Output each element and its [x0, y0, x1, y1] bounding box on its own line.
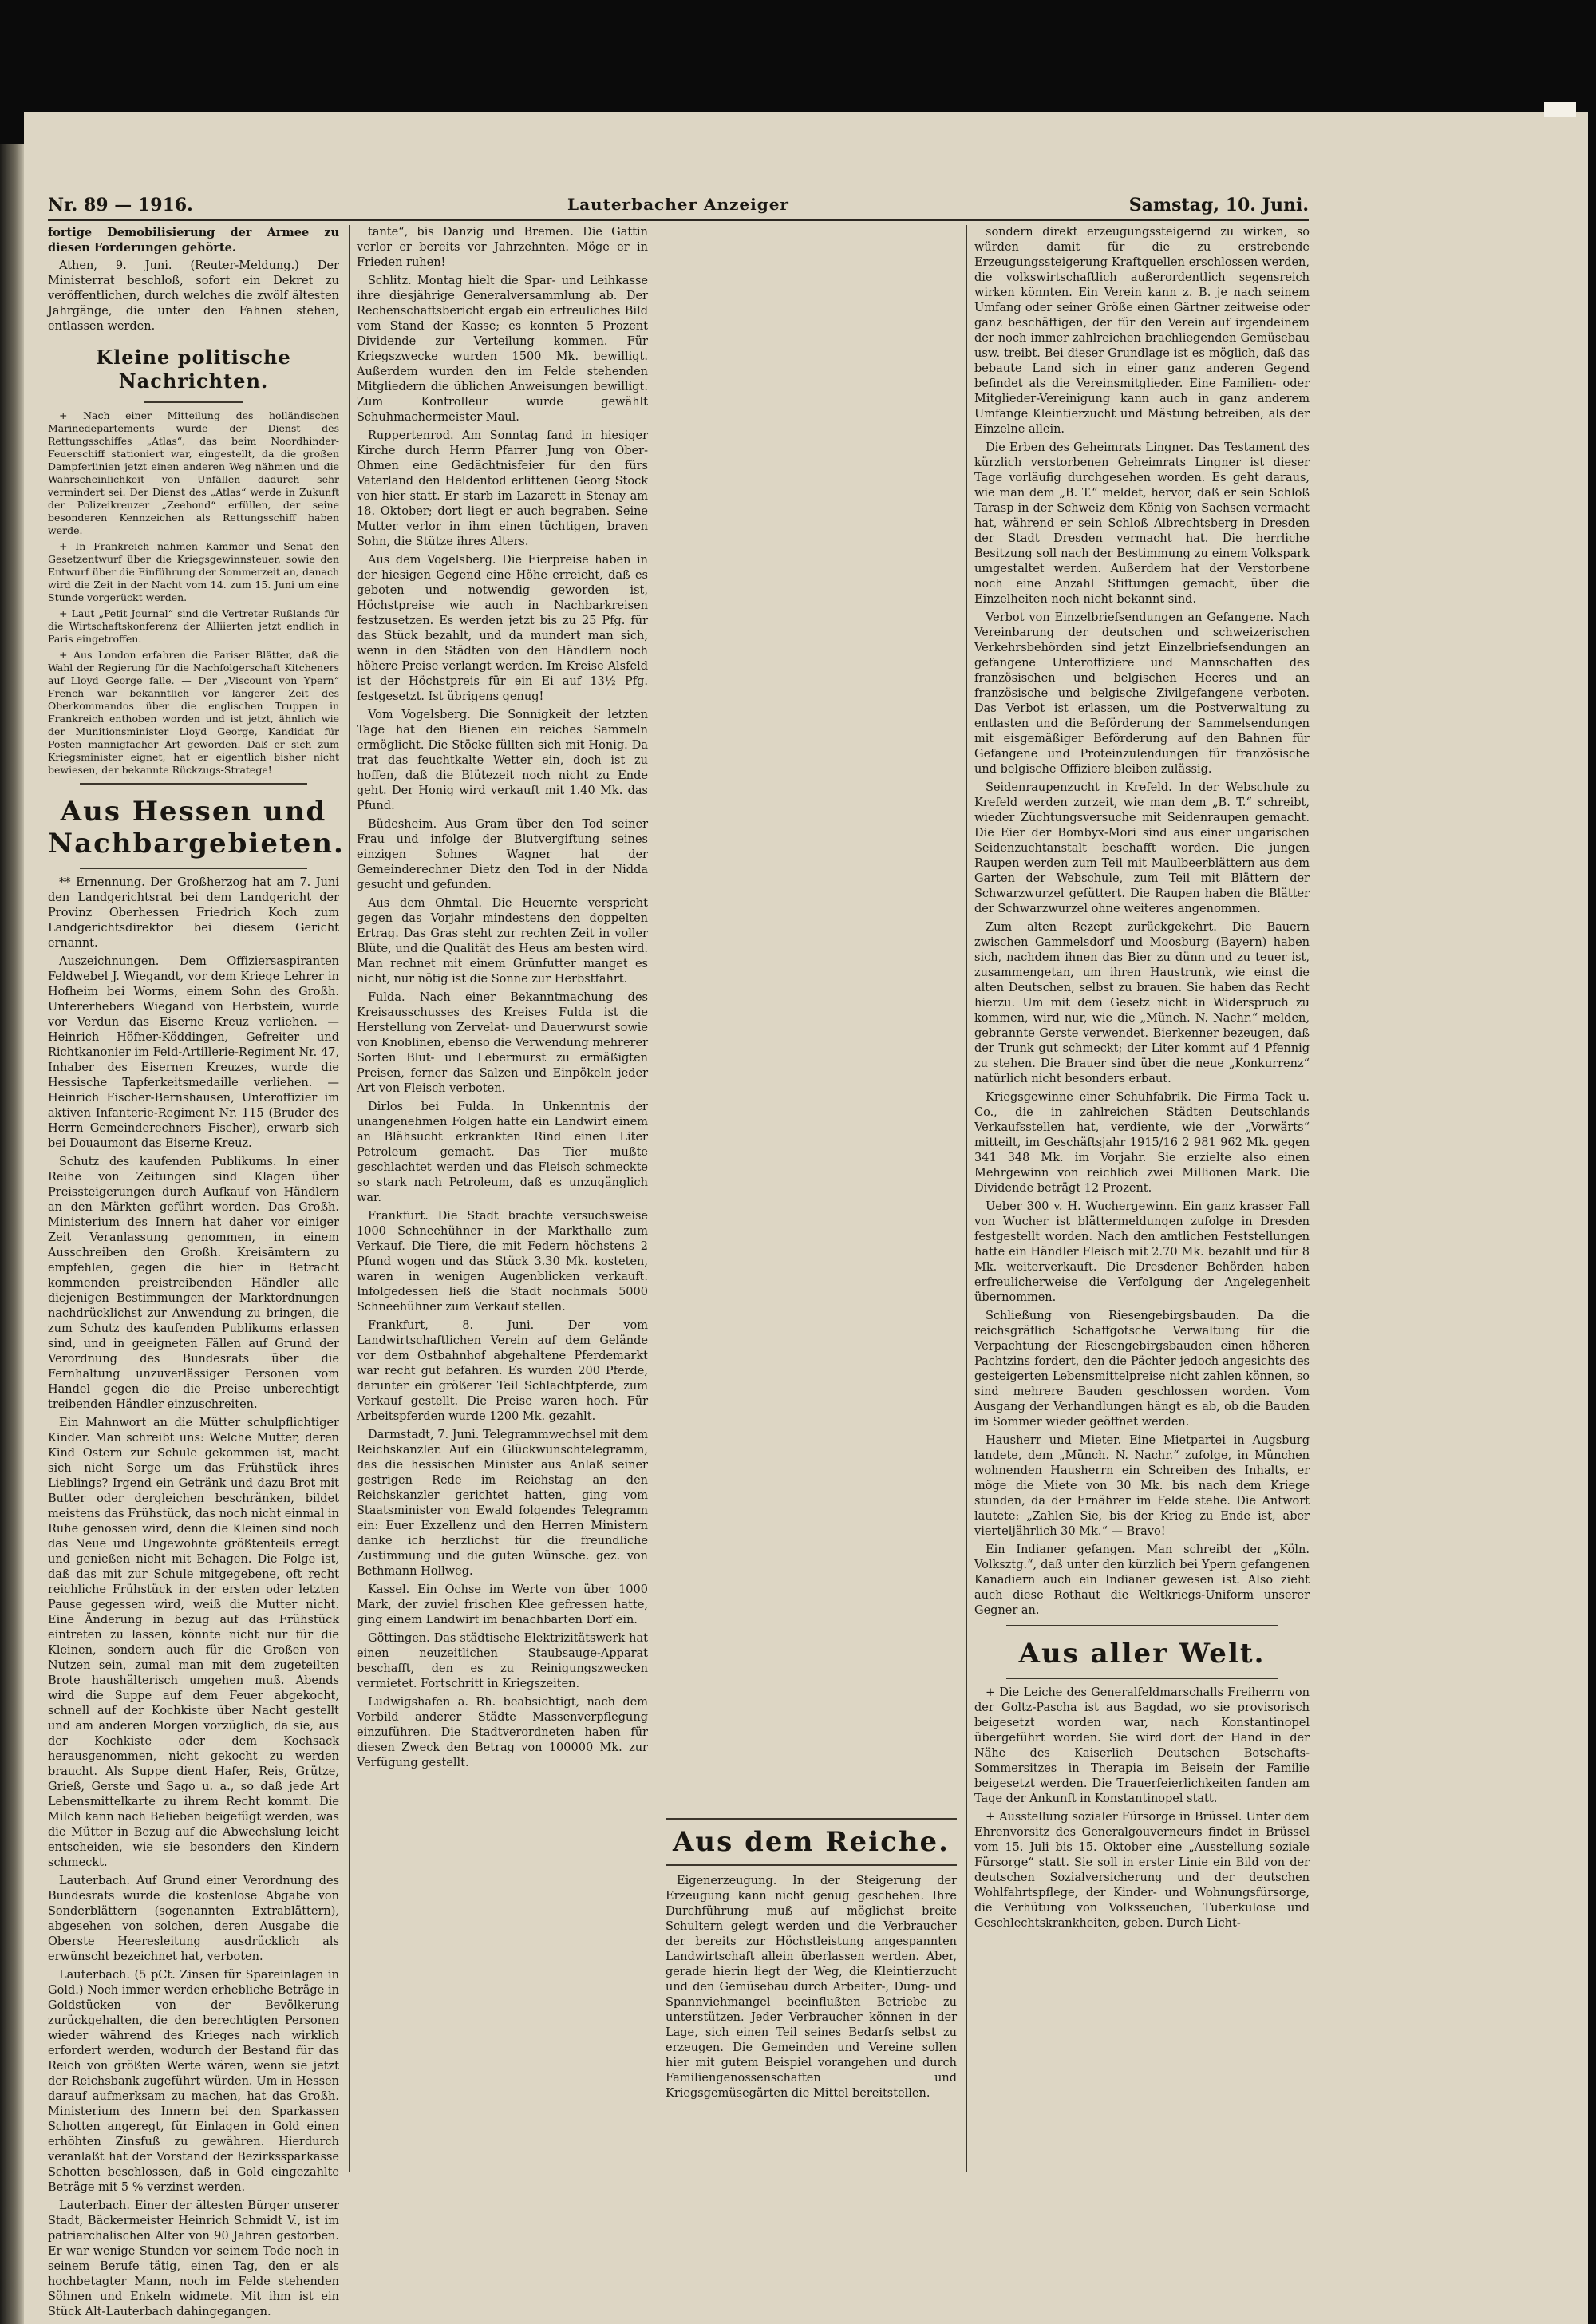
news-item: Frankfurt, 8. Juni. Der vom Landwirtschaftlichen Verein auf dem Gelände vor dem Ostbahnhof abgehaltene Pferdemarkt war recht gut befahren. Es wurden 200 Pferde, darunter ein größerer Teil Schlachtpferde, zum Verkauf gestellt. Die Preise waren hoch. Für Arbeitspferden wurde 1200 Mk. gezahlt. — [357, 1319, 648, 1423]
news-item: Vom Vogelsberg. Die Sonnigkeit der letzten Tage hat den Bienen ein reiches Sammeln ermöglicht. Die Stöcke füllten sich mit Honig. Da trat das feuchtkalte Wetter ein, doch ist zu hoffen, daß die Blütezeit noch nicht zu Ende geht. Der Honig wird verkauft mit 1.40 Mk. das Pfund. — [357, 709, 648, 812]
article-text: Athen, 9. Juni. (Reuter-Meldung.) Der Ministerrat beschloß, sofort ein Dekret zu veröffentlichen, durch welches die zwölf ältesten Jahrgänge, die unter den Fahnen stehen, entlassen werden. — [48, 259, 339, 333]
news-item: Ein Indianer gefangen. Man schreibt der „Köln. Volksztg.“, daß unter den kürzlich bei Ypern gefangenen Kanadiern auch ein Indianer gewesen ist. Also zieht auch diese Rothaut die Weltkriegs-Uniform unserer Gegner an. — [974, 1543, 1310, 1617]
section-heading: Kleine politische Nachrichten. — [96, 346, 291, 393]
news-item: Kassel. Ein Ochse im Werte von über 1000 Mark, der zuviel frischen Klee gefressen hatte, ging einem Landwirt im benachbarten Dorf ein. — [357, 1583, 648, 1626]
article-text: fortige Demobilisierung der Armee zu diesen Forderungen gehörte. — [48, 226, 339, 255]
news-item: Ein Mahnwort an die Mütter schulpflichtiger Kinder. Man schreibt uns: Welche Mutter, deren Kind Ostern zur Schule gekommen ist, macht sich nicht Sorge um das Frühstück ihres Lieblings? Irgend ein Getränk und dazu Brot mit Butter oder dergleichen beschränken, bildet meistens das Frühstück, das noch nicht einmal in Ruhe genossen wird, denn die Kleinen sind noch das Neue und Ungewohnte größtenteils erregt und genießen nicht mit Behagen. Die Folge ist, daß das mit zur Schule mitgegebene, oft recht reichliche Frühstück in der ersten oder letzten Pause gegessen wird, weiß die Mutter nicht. Eine Änderung in bezug auf das Frühstück eintreten zu lassen, könnte nicht nur für die Kleinen, sondern auch für die Großen von Nutzen sein, zumal man mit dem zugeteilten Brote haushälterisch umgehen muß. Abends wird die Suppe auf dem Feuer abgekocht, schnell auf der Kochkiste über Nacht gestellt und am anderen Morgen vorzüglich, da sie, aus der Kochkiste oder dem Kochsack herausgenommen, nicht gekocht zu werden braucht. Als Suppe dient Hafer, Reis, Grütze, Grieß, Gerste und Sago u. a., so daß jede Art Lebensmittelkarte zu ihrem Recht kommt. Die Milch kann nach Belieben beigefügt werden, was die Mütter in Bezug auf die Abwechslung leicht entscheiden, wie sie besonders den Kindern schmeckt. — [48, 1417, 339, 1869]
section-heading: Aus Hessen und Nachbargebieten. — [48, 796, 345, 860]
news-item: Lauterbach. (5 pCt. Zinsen für Spareinlagen in Gold.) Noch immer werden erhebliche Beträge in Goldstücken von der Bevölkerung zurückgehalten, die den berechtigten Personen wieder während des Krieges nach wirklich erfordert werden, wodurch der Bestand für das Reich von größten Werte wären, wenn sie jetzt der Reichsbank zugeführt würden. Um in Hessen darauf aufmerksam zu machen, hat das Großh. Ministerium des Innern bei den Sparkassen Schotten angeregt, für Einlagen in Gold einen erhöhten Zinsfuß zu gewähren. Hierdurch veranlaßt hat der Vorstand der Bezirkssparkasse Schotten beschlossen, daß in Gold eingezahlte Beträge mit 5 % verzinst werden. — [48, 1969, 339, 2194]
news-item: Zum alten Rezept zurückgekehrt. Die Bauern zwischen Gammelsdorf und Moosburg (Bayern) haben sich, nachdem ihnen das Bier zu dünn und zu teuer ist, zusammengetan, um ihren Haustrunk, wie einst die alten Deutschen, selbst zu brauen. Sie haben das Recht hierzu. Um mit dem Gesetz nicht in Widerspruch zu kommen, wird nur, wie die „Münch. N. Nachr.“ melden, gebrannte Gerste verwendet. Bierkenner bezeugen, daß der Trunk gut schmeckt; der Liter kommt auf 4 Pfennig zu stehen. Die Brauer sind über die neue „Konkurrenz“ natürlich nicht besonders erbaut. — [974, 921, 1310, 1085]
news-item: Die Erben des Geheimrats Lingner. Das Testament des kürzlich verstorbenen Geheimrats Lingner ist dieser Tage vorläufig durchgesehen worden. Es geht daraus, wie man dem „B. T.“ meldet, hervor, daß er sein Schloß Tarasp in der Schweiz dem König von Sachsen vermacht hat, während er sein Schloß Albrechtsberg in Dresden der Stadt Dresden vermacht hat. Die herrliche Besitzung soll nach der Bestimmung zu einem Volkspark umgestaltet werden. Außerdem hat der Verstorbene noch eine Anzahl Stiftungen gemacht, über die Einzelheiten noch nicht bekannt sind. — [974, 441, 1310, 606]
news-item: Ludwigshafen a. Rh. beabsichtigt, nach dem Vorbild anderer Städte Massenverpflegung einzuführen. Die Stadtverordneten haben für diesen Zweck den Betrag von 100000 Mk. zur Verfügung gestellt. — [357, 1696, 648, 1769]
column-4 — [974, 225, 1310, 2172]
article-text: tante“, bis Danzig und Bremen. Die Gattin verlor er bereits vor Jahrzehnten. Möge er in Frieden ruhen! — [357, 226, 648, 269]
masthead-rule — [48, 219, 1309, 221]
news-item: Kriegsgewinne einer Schuhfabrik. Die Firma Tack u. Co., die in zahlreichen Städten Deutschlands Verkaufsstellen hat, verdiente, wie der „Vorwärts“ mitteilt, im Geschäftsjahr 1915/16 2 981 962 Mk. gegen 341 348 Mk. im Vorjahr. Sie erzielte also einen Mehrgewinn von reichlich zwei Millionen Mark. Die Dividende beträgt 12 Prozent. — [974, 1091, 1310, 1195]
news-item: Aus dem Vogelsberg. Die Eierpreise haben in der hiesigen Gegend eine Höhe erreicht, daß es geboten und notwendig geworden ist, Höchstpreise wie auch in Nachbarkreisen festzusetzen. Es werden jetzt bis zu 25 Pfg. für das Stück bezahlt, und da mundert man sich, wenn in den Städten von den Händlern noch höhere Preise verlangt werden. Im Kreise Alsfeld ist der Höchstpreis für ein Ei auf 13½ Pfg. festgesetzt. Ist übrigens genug! — [357, 554, 648, 703]
news-item: Fulda. Nach einer Bekanntmachung des Kreisausschusses des Kreises Fulda ist die Herstellung von Zervelat- und Dauerwurst sowie von Knoblinen, ebenso die Verwendung mehrerer Sorten Blut- und Lebermurst zu ermäßigten Preisen, ferner das Salzen und Einpökeln jeder Art von Fleisch verboten. — [357, 991, 648, 1095]
adjacent-page-edge — [0, 144, 26, 2324]
news-item: + In Frankreich nahmen Kammer und Senat den Gesetzentwurf über die Kriegsgewinnsteuer, sowie den Entwurf über die Einführung der Sommerzeit an, danach wird die Zeit in der Nacht vom 14. zum 15. Juni um eine Stunde vorgerückt werden. — [48, 540, 339, 603]
scan-corner-mark — [1544, 102, 1576, 117]
section-heading: Aus dem Reiche. — [673, 1826, 950, 1858]
news-item: + Laut „Petit Journal“ sind die Vertreter Rußlands für die Wirtschaftskonferenz der Alliierten jetzt endlich in Paris eingetroffen. — [48, 607, 339, 645]
masthead — [48, 195, 1309, 217]
news-item: Darmstadt, 7. Juni. Telegrammwechsel mit dem Reichskanzler. Auf ein Glückwunschtelegramm, das die hessischen Minister aus Anlaß seiner gestrigen Rede im Reichstag an den Reichskanzler gerichtet hatten, ging vom Staatsminister von Ewald folgendes Telegramm ein: Euer Exzellenz und den Herren Ministern danke ich herzlichst für die freundliche Zustimmung und die guten Wünsche. gez. von Bethmann Hollweg. — [357, 1429, 648, 1578]
news-item: Aus dem Ohmtal. Die Heuernte verspricht gegen das Vorjahr mindestens den doppelten Ertrag. Das Gras steht zur rechten Zeit in voller Blüte, und die Qualität des Heus am besten wird. Man rechnet mit einem Grünfutter manget es nicht, nur nötig ist die Sonne zur Herbstfahrt. — [357, 897, 648, 986]
news-item: Büdesheim. Aus Gram über den Tod seiner Frau und infolge der Blutvergiftung seines einzigen Sohnes Wagner hat der Gemeinderechner Dietz den Tod in der Nidda gesucht und gefunden. — [357, 818, 648, 891]
column-3 — [666, 1810, 957, 2172]
column-2 — [357, 225, 648, 2172]
news-item: + Ausstellung sozialer Fürsorge in Brüssel. Unter dem Ehrenvorsitz des Generalgouverneurs findet in Brüssel vom 15. Juli bis 15. Oktober eine „Ausstellung soziale Fürsorge“ statt. Sie soll in erster Linie ein Bild von der deutschen Sozialversicherung und der deutschen Wohlfahrtspflege, der Kinder- und Wohnungsfürsorge, die Verhütung von Volksseuchen, Tuberkulose und Geschlechtskrankheiten, geben. Durch Licht- — [974, 1811, 1310, 1930]
news-item: Frankfurt. Die Stadt brachte versuchsweise 1000 Schneehühner in der Markthalle zum Verkauf. Die Tiere, die mit Federn höchstens 2 Pfund wogen und das Stück 3.30 Mk. kosteten, waren in wenigen Augenblicken verkauft. Infolgedessen ließ die Stadt nochmals 5000 Schneehühner zum Verkauf stellen. — [357, 1210, 648, 1314]
news-item: Lauterbach. Auf Grund einer Verordnung des Bundesrats wurde die kostenlose Abgabe von Sonderblättern (sogenannten Extrablättern), abgesehen von solchen, deren Ausgabe die Oberste Heeresleitung ausdrücklich als erwünscht bezeichnet hat, verboten. — [48, 1875, 339, 1963]
news-item: Schutz des kaufenden Publikums. In einer Reihe von Zeitungen sind Klagen über Preissteigerungen durch Aufkauf von Händlern an den Märkten geführt worden. Das Großh. Ministerium des Innern hat daher vor einiger Zeit Veranlassung genommen, in einem Ausschreiben den Großh. Kreisämtern zu empfehlen, gegen die hier in Betracht kommenden preistreibenden Händler alle diejenigen Bestimmungen der Marktordnungen nachdrücklichst zur Anwendung zu bringen, die zum Schutz des kaufenden Publikums erlassen sind, und in geeigneten Fällen auf Grund der Verordnung des Bundesrats über die Fernhaltung unzuverlässiger Personen vom Handel gegen die die Preise unberechtigt treibenden Händler einzuschreiten. — [48, 1156, 339, 1411]
news-item: Ruppertenrod. Am Sonntag fand in hiesiger Kirche durch Herrn Pfarrer Jung von Ober-Ohmen eine Gedächtnisfeier für den fürs Vaterland den Heldentod erlittenen Georg Stock von hier statt. Er starb im Lazarett in Stenay am 18. Oktober; dort liegt er auch begraben. Seine Mutter verlor in ihm einen tüchtigen, braven Sohn, die Stütze ihres Alters. — [357, 429, 648, 548]
divider — [1006, 1625, 1278, 1626]
news-item: Lauterbach. Einer der ältesten Bürger unserer Stadt, Bäckermeister Heinrich Schmidt V., ist im patriarchalischen Alter von 90 Jahren gestorben. Er war wenige Stunden vor seinem Tode noch in seinem Berufe tätig, einen Tag, den er als hochbetagter Mann, noch im Felde stehenden Söhnen und Enkeln widmete. Mit ihm ist ein Stück Alt-Lauterbach dahingegangen. — [48, 2200, 339, 2318]
issue-date: Samstag, 10. Juni. — [1128, 195, 1309, 215]
news-item: Eigenerzeugung. In der Steigerung der Erzeugung kann nicht genug geschehen. Ihre Durchführung muß auf möglichst breite Schultern gelegt werden und die Verbraucher der bereits zur Höchstleistung angespannten Landwirtschaft allein überlassen werden. Aber, gerade hierin liegt der Weg, die Kleintierzucht und den Gemüsebau durch Arbeiter-, Dung- und Spannviehmangel beeinflußten Betriebe zu unterstützen. Jeder Verbraucher können in der Lage, sich einen Teil seines Bedarfs selbst zu erzeugen. Die Gemeinden und Vereine sollen hier mit gutem Beispiel vorangehen und durch Familiengenossenschaften und Kriegsgemüsegärten die Mittel bereitstellen. — [666, 1875, 957, 2100]
news-item: + Aus London erfahren die Pariser Blätter, daß die Wahl der Regierung für die Nachfolgerschaft Kitcheners auf Lloyd George falle. — Der „Viscount von Ypern“ French war bekanntlich vor längerer Zeit des Oberkommandos über die englischen Truppen in Frankreich enthoben worden und ist jetzt, ähnlich wie der Munitionsminister Lloyd George, Kandidat für Posten mannigfacher Art geworden. Daß er sich zum Kriegsminister eignet, hat er eigentlich bisher nicht bewiesen, der bekannte Rückzugs-Stratege! — [48, 649, 339, 776]
news-item: Dirlos bei Fulda. In Unkenntnis der unangenehmen Folgen hatte ein Landwirt einem an Blähsucht erkrankten Rind einen Liter Petroleum gemacht. Das Tier mußte geschlachtet werden und das Fleisch schmeckte so stark nach Petroleum, daß es unzugänglich war. — [357, 1101, 648, 1204]
divider — [1006, 1678, 1278, 1679]
divider — [144, 401, 243, 403]
news-item: + Nach einer Mitteilung des holländischen Marinedepartements wurde der Dienst des Rettungsschiffes „Atlas“, das beim Noordhinder-Feuerschiff stationiert war, eingestellt, da die großen Dampferlinien jetzt einen anderen Weg nähmen und die Wahrscheinlichkeit von Unfällen dadurch sehr vermindert sei. Der Dienst des „Atlas“ werde in Zukunft der Polizeikreuzer „Zeehond“ erfüllen, der seine besonderen Kennzeichen als Rettungsschiff haben werde. — [48, 409, 339, 536]
column-1 — [48, 225, 345, 2318]
section-heading: Aus aller Welt. — [1018, 1638, 1266, 1670]
news-item: Schließung von Riesengebirgsbauden. Da die reichsgräflich Schaffgotsche Verwaltung für die Verpachtung der Riesengebirgsbauden einen höheren Pachtzins fordert, den die Pächter jedoch angesichts des gesteigerten Lebensmittelpreise nicht zahlen können, so sind mehrere Bauden geschlossen worden. Vom Ausgang der Verhandlungen hängt es ab, ob die Bauden im Sommer wieder geöffnet werden. — [974, 1310, 1310, 1429]
news-item: Verbot von Einzelbriefsendungen an Gefangene. Nach Vereinbarung der deutschen und schweizerischen Verkehrsbehörden sind jetzt Einzelbriefsendungen an gefangene Unteroffiziere und Mannschaften des französischen und belgischen Heeres und an französische und belgische Zivilgefangene verboten. Das Verbot ist erlassen, um die Postverwaltung zu entlasten und die Beförderung der Sammelsendungen mit eisgemäßiger Beförderung auf den Bahnen für Gefangene und Proteinzulendungen für französische und belgische Offiziere bleiben zulässig. — [974, 611, 1310, 776]
news-item: Auszeichnungen. Dem Offiziersaspiranten Feldwebel J. Wiegandt, vor dem Kriege Lehrer in Hofheim bei Worms, einem Sohn des Großh. Untererhebers Wiegand von Herbstein, wurde vor Verdun das Eiserne Kreuz verliehen. — Heinrich Höfner-Köddingen, Gefreiter und Richtkanonier im Feld-Artillerie-Regiment Nr. 47, Inhaber des Eisernen Kreuzes, wurde die Hessische Tapferkeitsmedaille verliehen. — Heinrich Fischer-Bernshausen, Unteroffizier im aktiven Infanterie-Regiment Nr. 115 (Bruder des Herrn Gemeinderechners Fischer), erwarb sich bei Douaumont das Eiserne Kreuz. — [48, 955, 339, 1150]
news-item: Schlitz. Montag hielt die Spar- und Leihkasse ihre diesjährige Generalversammlung ab. Der Rechenschaftsbericht ergab ein erfreuliches Bild vom Stand der Kasse; es konnten 5 Prozent Dividende zur Verteilung kommen. Für Kriegszwecke wurden 1500 Mk. bewilligt. Außerdem wurden den im Felde stehenden Mitgliedern die üblichen Anweisungen bewilligt. Zum Kontrolleur wurde gewählt Schuhmachermeister Maul. — [357, 275, 648, 424]
news-item: + Die Leiche des Generalfeldmarschalls Freiherrn von der Goltz-Pascha ist aus Bagdad, wo sie provisorisch beigesetzt worden war, nach Konstantinopel übergeführt worden. Sie wird dort der Hand in der Nähe des Kaiserlich Deutschen Botschafts-Sommersitzes in Therapia im Beisein der Familie beigesetzt werden. Die Trauerfeierlichkeiten fanden am Tage der Ankunft in Konstantinopel statt. — [974, 1686, 1310, 1805]
column-rule — [966, 225, 967, 2172]
divider — [80, 783, 307, 785]
news-item: ** Ernennung. Der Großherzog hat am 7. Juni den Landgerichtsrat bei dem Landgericht der Provinz Oberhessen Friedrich Koch zum Landgerichtsdirektor bei diesem Gericht ernannt. — [48, 876, 339, 950]
column-rule — [349, 225, 350, 2172]
news-item: Ueber 300 v. H. Wuchergewinn. Ein ganz krasser Fall von Wucher ist blättermeldungen zufolge in Dresden festgestellt worden. Nach den amtlichen Feststellungen hatte ein Händler Fleisch mit 2.70 Mk. bezahlt und für 8 Mk. weiterverkauft. Die Dresdener Behörden haben erfreulicherweise die Verfolgung der Angelegenheit übernommen. — [974, 1200, 1310, 1304]
article-text: sondern direkt erzeugungssteigernd zu wirken, so würden damit für die zu erstrebende Erzeugungssteigerung Kraftquellen erschlossen werden, die volkswirtschaftlich außerordentlich segensreich wirken könnten. Ein Verein kann z. B. je nach seinem Umfang oder seiner Größe einen Gärtner zeitweise oder ganz beschäftigen, der für den Verein auf irgendeinem der noch immer zahlreichen brachliegenden Gemüsebau usw. treibt. Bei dieser Grundlage ist es möglich, daß das bebaute Land sich in einer ganz anderen Gegend befindet als die Vereinsmitglieder. Eine Familien- oder Mitglieder-Vereinigung kann auch in ganz anderem Umfange Kleintierzucht und Mästung betreiben, als der Einzelne allein. — [974, 226, 1310, 436]
news-item: Hausherr und Mieter. Eine Mietpartei in Augsburg landete, dem „Münch. N. Nachr.“ zufolge, in München wohnenden Hausherrn ein Schreiben des Inhalts, er möge die Miete von 30 Mk. bis nach dem Kriege stunden, da der Ernährer im Felde stehe. Die Antwort lautete: „Zahlen Sie, bis der Krieg zu Ende ist, aber vierteljährlich 30 Mk.“ — Bravo! — [974, 1434, 1310, 1538]
issue-number: Nr. 89 — 1916. — [48, 195, 193, 215]
divider — [80, 868, 307, 869]
section-heading-box — [666, 1818, 957, 1866]
news-item: Göttingen. Das städtische Elektrizitätswerk hat einen neuzeitlichen Staubsauge-Apparat beschafft, den es zu Reinigungszwecken vermietet. Fortschritt in Kriegszeiten. — [357, 1632, 648, 1690]
news-item: Seidenraupenzucht in Krefeld. In der Webschule zu Krefeld werden zurzeit, wie man dem „B. T.“ schreibt, wieder Züchtungsversuche mit Seidenraupen gemacht. Die Eier der Bombyx-Mori sind aus einer ungarischen Seidenzuchtanstalt beschafft worden. Die jungen Raupen werden zum Teil mit Maulbeerblättern aus dem Garten der Webschule, zum Teil mit Blättern der Schwarzwurzel gefüttert. Die Raupen haben die Blätter der Schwarzwurzel ohne weiteres angenommen. — [974, 781, 1310, 915]
newspaper-title: Lauterbacher Anzeiger — [567, 195, 789, 214]
